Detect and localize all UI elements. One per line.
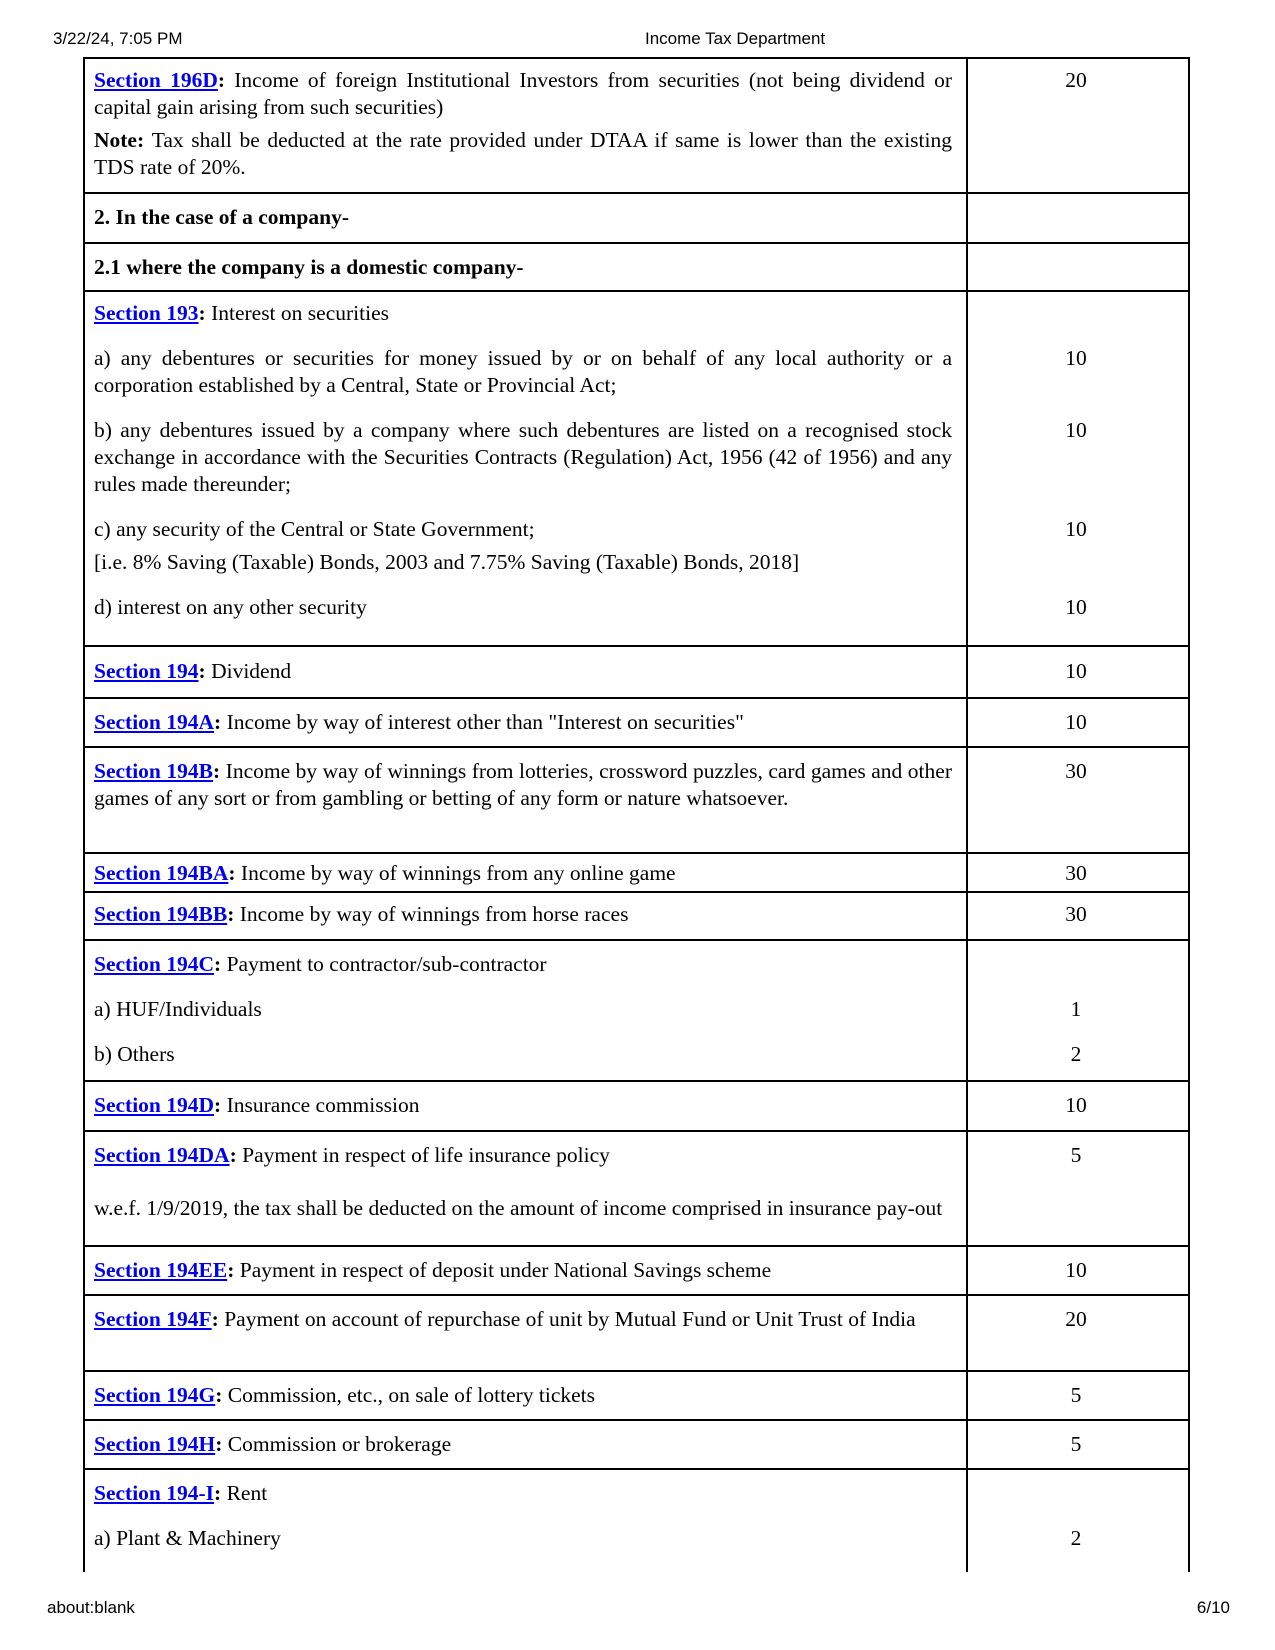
- table-row: [85, 1082, 1188, 1132]
- colon-separator: :: [214, 710, 227, 734]
- section-link[interactable]: Section 194A: [94, 710, 215, 734]
- row-text: [85, 549, 966, 576]
- rate-value: 10: [1065, 346, 1087, 370]
- row-text: [85, 1431, 966, 1458]
- table-row: [85, 893, 1188, 941]
- bold-text: Note:: [94, 128, 152, 152]
- row-text: [85, 1041, 966, 1068]
- row-text: [85, 204, 966, 231]
- table-sub-row: [85, 658, 1188, 685]
- rate-value: 10: [1065, 659, 1087, 683]
- body-text: [i.e. 8% Saving (Taxable) Bonds, 2003 and 7.75% Saving (Taxable) Bonds, 2018]: [94, 550, 800, 574]
- table-sub-row: [85, 901, 1188, 928]
- section-link[interactable]: Section 194D: [94, 1093, 215, 1117]
- table-sub-row: [85, 1431, 1188, 1458]
- rate-value: 5: [1070, 1383, 1082, 1407]
- body-text: Payment in respect of life insurance policy: [242, 1143, 610, 1167]
- table-sub-row: [85, 1382, 1188, 1409]
- table-sub-row: [85, 1195, 1188, 1222]
- table-sub-row: [85, 594, 1188, 621]
- body-text: c) any security of the Central or State Government;: [94, 517, 535, 541]
- rate-value: 10: [1065, 517, 1087, 541]
- row-text: [85, 996, 966, 1023]
- body-text: b) any debentures issued by a company where such debentures are listed on a recognised stock exchange in accordance with the Securities Contracts (Regulation) Act, 1956 (42 of 1956) and any rules made thereunder;: [94, 418, 952, 496]
- body-text: Income by way of winnings from any online game: [240, 861, 676, 885]
- source-url: about:blank: [47, 1598, 135, 1617]
- table-sub-row: [85, 549, 1188, 576]
- page-number: 6/10: [1196, 1598, 1230, 1617]
- table-row: [85, 854, 1188, 893]
- table-sub-row: [85, 1306, 1188, 1333]
- table-sub-row: [85, 709, 1188, 736]
- section-link[interactable]: Section 194BB: [94, 902, 228, 926]
- table-row: [85, 1132, 1188, 1247]
- table-sub-row: [85, 1480, 1188, 1507]
- colon-separator: :: [227, 1258, 240, 1282]
- table-row: [85, 941, 1188, 1082]
- colon-separator: :: [227, 902, 240, 926]
- section-link[interactable]: Section 194DA: [94, 1143, 230, 1167]
- table-sub-row: [85, 1257, 1188, 1284]
- body-text: w.e.f. 1/9/2019, the tax shall be deducted on the amount of income comprised in insurance pay-out: [94, 1196, 943, 1220]
- rate-value: 10: [1065, 710, 1087, 734]
- tds-rate-table: [83, 57, 1190, 1572]
- body-text: d) interest on any other security: [94, 595, 367, 619]
- row-text: [85, 300, 966, 327]
- row-text: [85, 417, 966, 498]
- body-text: Commission or brokerage: [227, 1432, 452, 1456]
- section-link[interactable]: Section 194F: [94, 1307, 212, 1331]
- body-text: Interest on securities: [211, 301, 389, 325]
- row-text: [85, 345, 966, 399]
- colon-separator: :: [214, 1093, 227, 1117]
- table-row: [85, 1372, 1188, 1421]
- row-text: [85, 658, 966, 685]
- colon-separator: :: [215, 1383, 228, 1407]
- colon-separator: :: [212, 759, 226, 783]
- row-text: [85, 254, 966, 281]
- table-row: [85, 699, 1188, 748]
- print-datetime: 3/22/24, 7:05 PM: [53, 29, 183, 48]
- row-text: [85, 1306, 966, 1333]
- table-sub-row: [85, 127, 1188, 181]
- colon-separator: :: [214, 1481, 227, 1505]
- body-text: Income by way of winnings from horse races: [239, 902, 629, 926]
- body-text: Income of foreign Institutional Investors from securities (not being dividend or capital gain arising from such securities): [94, 68, 952, 119]
- table-sub-row: [85, 860, 1188, 887]
- row-text: [85, 1092, 966, 1119]
- table-row: [85, 194, 1188, 244]
- rate-value: 2: [1070, 1526, 1082, 1550]
- row-text: [85, 901, 966, 928]
- section-link[interactable]: Section 194: [94, 659, 199, 683]
- rate-value: 10: [1065, 1093, 1087, 1117]
- body-text: Insurance commission: [226, 1093, 420, 1117]
- row-text: [85, 709, 966, 736]
- row-text: [85, 516, 966, 543]
- rate-value: 30: [1065, 902, 1087, 926]
- bold-text: 2.1 where the company is a domestic company-: [94, 255, 524, 279]
- row-text: [85, 67, 966, 121]
- table-sub-row: [85, 758, 1188, 812]
- table-sub-row: [85, 417, 1188, 498]
- bold-text: 2. In the case of a company-: [94, 205, 349, 229]
- body-text: Payment on account of repurchase of unit by Mutual Fund or Unit Trust of India: [224, 1307, 916, 1331]
- rate-value: 20: [1065, 1307, 1087, 1331]
- section-link[interactable]: Section 193: [94, 301, 199, 325]
- row-text: [85, 127, 966, 181]
- table-sub-row: [85, 204, 1188, 231]
- table-row: [85, 59, 1188, 194]
- rate-value: 20: [1065, 68, 1087, 92]
- table-sub-row: [85, 951, 1188, 978]
- section-link[interactable]: Section 194C: [94, 952, 215, 976]
- row-text: [85, 1480, 966, 1507]
- body-text: Income by way of winnings from lotteries, crossword puzzles, card games and other games of any sort or from gambling or betting of any form or nature whatsoever.: [94, 759, 952, 810]
- table-sub-row: [85, 254, 1188, 281]
- section-link[interactable]: Section 194EE: [94, 1258, 228, 1282]
- rate-value: 10: [1065, 1258, 1087, 1282]
- table-row: [85, 1296, 1188, 1372]
- rate-value: 30: [1065, 759, 1087, 783]
- section-link[interactable]: Section 196D: [94, 68, 218, 92]
- body-text: Rent: [226, 1481, 268, 1505]
- page-title: Income Tax Department: [645, 29, 826, 48]
- rate-value: 5: [1070, 1432, 1082, 1456]
- section-link[interactable]: Section 194BA: [94, 861, 229, 885]
- rate-value: 1: [1070, 997, 1082, 1021]
- body-text: Tax shall be deducted at the rate provided under DTAA if same is lower than the existing TDS rate of 20%.: [94, 128, 952, 179]
- row-text: [85, 594, 966, 621]
- section-link[interactable]: Section 194H: [94, 1432, 216, 1456]
- section-link[interactable]: Section 194G: [94, 1383, 216, 1407]
- table-row: [85, 292, 1188, 647]
- row-text: [85, 1142, 966, 1169]
- colon-separator: :: [214, 952, 227, 976]
- row-text: [85, 1525, 966, 1552]
- body-text: b) Others: [94, 1042, 175, 1066]
- table-row: [85, 647, 1188, 699]
- row-text: [85, 758, 966, 812]
- table-sub-row: [85, 1525, 1188, 1552]
- row-text: [85, 1195, 966, 1222]
- colon-separator: :: [198, 659, 212, 683]
- rate-value: 10: [1065, 418, 1087, 442]
- section-link[interactable]: Section 194B: [94, 759, 213, 783]
- table-row: [85, 244, 1188, 292]
- table-sub-row: [85, 1092, 1188, 1119]
- table-sub-row: [85, 300, 1188, 327]
- body-text: a) HUF/Individuals: [94, 997, 262, 1021]
- colon-separator: :: [215, 1432, 228, 1456]
- body-text: a) any debentures or securities for money issued by or on behalf of any local authority or a corporation established by a Central, State or Provincial Act;: [94, 346, 952, 397]
- rate-value: 10: [1065, 595, 1087, 619]
- section-link[interactable]: Section 194-I: [94, 1481, 215, 1505]
- table-sub-row: [85, 1142, 1188, 1169]
- table-row: [85, 1470, 1188, 1572]
- table-sub-row: [85, 996, 1188, 1023]
- row-text: [85, 951, 966, 978]
- colon-separator: :: [217, 68, 235, 92]
- body-text: Payment in respect of deposit under National Savings scheme: [239, 1258, 772, 1282]
- body-text: Income by way of interest other than "Interest on securities": [226, 710, 744, 734]
- colon-separator: :: [228, 861, 241, 885]
- colon-separator: :: [211, 1307, 225, 1331]
- table-sub-row: [85, 516, 1188, 543]
- body-text: Commission, etc., on sale of lottery tickets: [227, 1383, 596, 1407]
- row-text: [85, 1382, 966, 1409]
- colon-separator: :: [229, 1143, 243, 1167]
- rate-value: 30: [1065, 861, 1087, 885]
- colon-separator: :: [198, 301, 212, 325]
- table-sub-row: [85, 345, 1188, 399]
- rate-value: 5: [1070, 1143, 1082, 1167]
- table-sub-row: [85, 67, 1188, 121]
- body-text: Payment to contractor/sub-contractor: [226, 952, 547, 976]
- body-text: a) Plant & Machinery: [94, 1526, 281, 1550]
- row-text: [85, 860, 966, 887]
- body-text: Dividend: [211, 659, 292, 683]
- table-row: [85, 1247, 1188, 1296]
- table-row: [85, 1421, 1188, 1470]
- row-text: [85, 1257, 966, 1284]
- rate-value: 2: [1070, 1042, 1082, 1066]
- table-row: [85, 748, 1188, 854]
- table-sub-row: [85, 1041, 1188, 1068]
